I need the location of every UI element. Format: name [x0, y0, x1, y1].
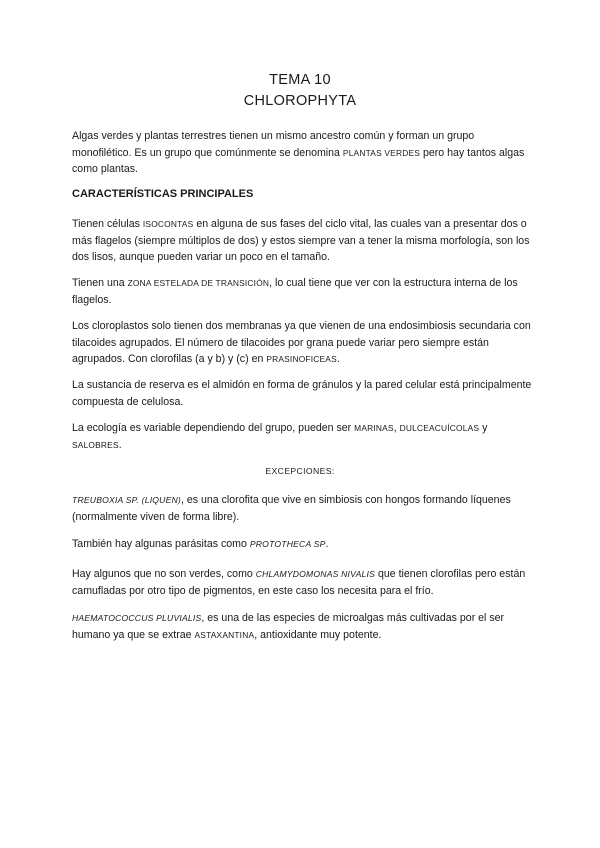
term-prasinoficeas: PRASINOFICEAS: [266, 354, 337, 365]
page-subtitle: CHLOROPHYTA: [243, 93, 357, 109]
exceptions-heading: EXCEPCIONES:: [265, 466, 335, 476]
intro-paragraph: Algas verdes y plantas terrestres tienen un mismo ancestro común y forman un grupo monofilético. Es un grupo que comúnmente se denomina PLANTAS VERDES pero hay tantos algas como plantas.: [72, 130, 525, 176]
term-astaxantina: ASTAXANTINA: [194, 629, 255, 640]
term-isocontas: ISOCONTAS: [142, 219, 194, 229]
exception-prototheca: También hay algunas parásitas como PROTOTHECA SP.: [72, 538, 329, 550]
term-zona-estelada: ZONA ESTELADA DE TRANSICIÓN: [127, 278, 270, 288]
exception-treuboxia: TREUBOXIA SP. (LIQUEN), es una clorofita que vive en simbiosis con hongos formando líquenes (normalmente viven de forma libre).: [72, 494, 511, 523]
term-salobres: SALOBRES: [72, 439, 119, 450]
paragraph-reserva: La sustancia de reserva es el almidón en forma de gránulos y la pared celular está principalmente compuesta de celulosa.: [72, 379, 532, 408]
species-chlamydomonas: CHLAMYDOMONAS NIVALIS: [255, 569, 376, 579]
term-marinas: MARINAS: [354, 423, 394, 433]
species-haematococcus: HAEMATOCOCCUS PLUVIALIS: [72, 613, 202, 623]
page-title: TEMA 10: [269, 72, 331, 88]
paragraph-isocontas: Tienen células ISOCONTAS en alguna de sus fases del ciclo vital, las cuales van a presentar dos o más flagelos (siempre múltiplos de dos) y estos siempre van a tener la misma morfología, son los dos lisos, aunque pueden variar un poco en el tamaño.: [72, 218, 530, 264]
paragraph-zona-estelada: Tienen una ZONA ESTELADA DE TRANSICIÓN, lo cual tiene que ver con la estructura interna de los flagelos.: [72, 277, 518, 306]
paragraph-cloroplastos: Los cloroplastos solo tienen dos membranas ya que vienen de una endosimbiosis secundaria con tilacoides agrupados. El número de tilacoides por grana puede variar pero siempre están agrupados. Con clorofilas (a y b) y (c) en PRASINOFICEAS.: [72, 320, 531, 366]
exception-chlamydomonas: Hay algunos que no son verdes, como CHLAMYDOMONAS NIVALIS que tienen clorofilas pero están camufladas por otro tipo de pigmentos, en este caso los necesita para el frío.: [72, 568, 526, 597]
species-treuboxia: TREUBOXIA SP. (LIQUEN): [72, 495, 181, 505]
species-prototheca: PROTOTHECA SP: [249, 539, 326, 549]
paragraph-ecologia: La ecología es variable dependiendo del grupo, pueden ser MARINAS, DULCEACUÍCOLAS y SALOBRES.: [72, 422, 488, 451]
section-heading: CARACTERÍSTICAS PRINCIPALES: [72, 188, 254, 200]
exception-haematococcus: HAEMATOCOCCUS PLUVIALIS, es una de las especies de microalgas más cultivadas por el ser humano ya que se extrae ASTAXANTINA, antioxidante muy potente.: [72, 612, 505, 641]
term-dulceacuicolas: DULCEACUÍCOLAS: [399, 423, 480, 433]
term-plantas-verdes: PLANTAS VERDES: [342, 147, 421, 158]
